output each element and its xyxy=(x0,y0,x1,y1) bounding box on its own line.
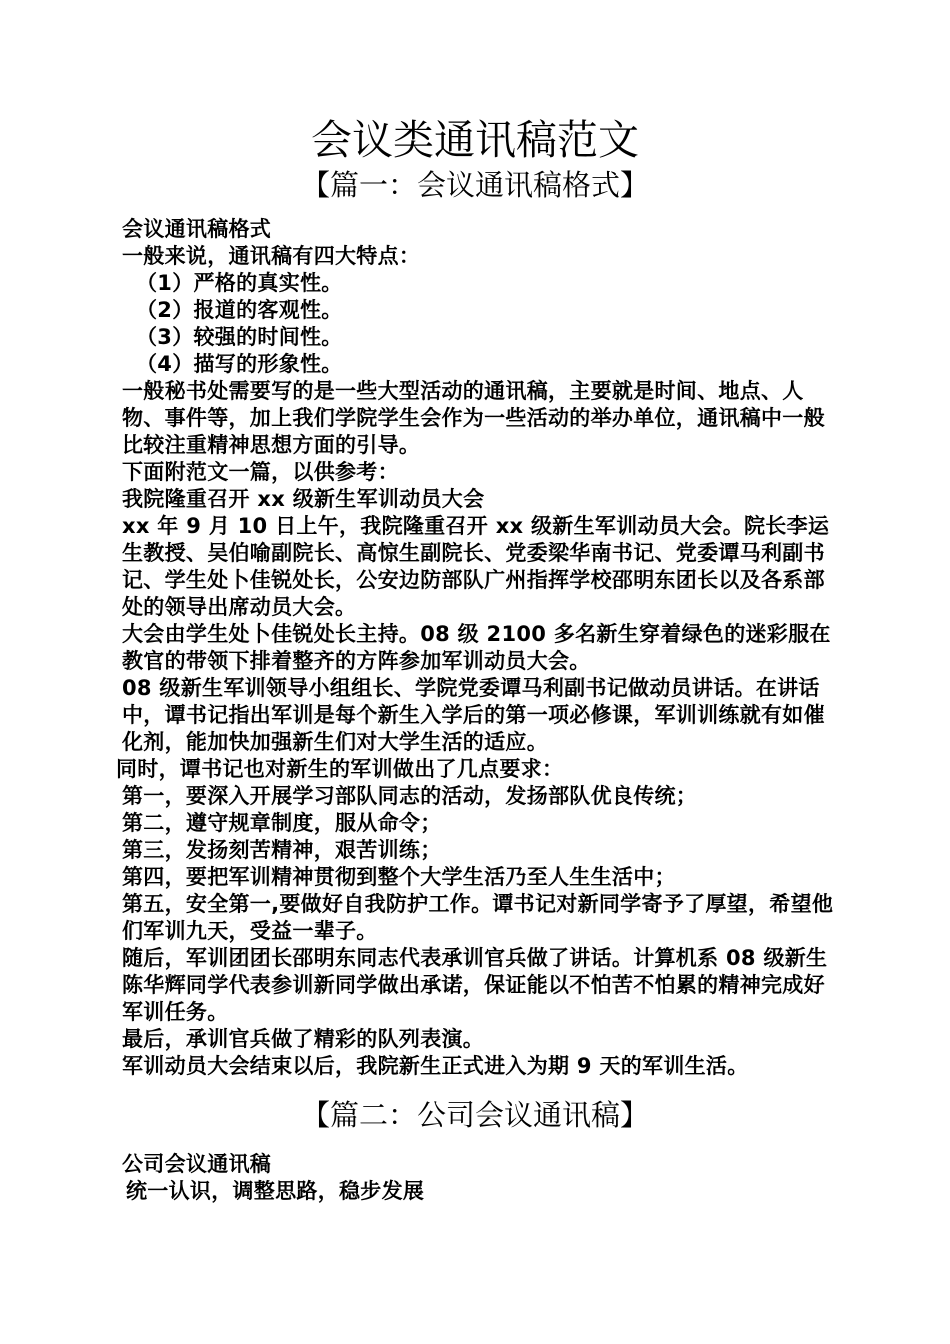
paragraph: 大会由学生处卜佳锐处长主持。08 级 2100 多名新生穿着绿色的迷彩服在教官的带领下排着整齐的方阵参加军训动员大会。 xyxy=(122,622,831,673)
list-item: （1）严格的真实性。 xyxy=(136,271,343,295)
paragraph: 一般来说，通讯稿有四大特点： xyxy=(122,244,421,268)
paragraph: 下面附范文一篇，以供参考： xyxy=(122,460,399,484)
paragraph: 公司会议通讯稿 xyxy=(122,1152,272,1176)
list-item: （2）报道的客观性。 xyxy=(136,298,343,322)
section-body-2 xyxy=(116,1151,838,1205)
paragraph: 我院隆重召开 xx 级新生军训动员大会 xyxy=(122,487,485,511)
paragraph: 统一认识，调整思路，稳步发展 xyxy=(126,1179,425,1203)
list-item: 第五，安全第一,要做好自我防护工作。谭书记对新同学寄予了厚望，希望他们军训九天，受益一辈子。 xyxy=(122,892,834,943)
document-title: 会议类通讯稿范文 xyxy=(311,116,639,164)
paragraph: 会议通讯稿格式 xyxy=(122,217,272,241)
list-item: 第二，遵守规章制度，服从命令； xyxy=(122,811,442,835)
paragraph: 一般秘书处需要写的是一些大型活动的通讯稿，主要就是时间、地点、人物、事件等，加上我们学院学生会作为一些活动的举办单位，通讯稿中一般比较注重精神思想方面的引导。 xyxy=(122,379,825,457)
section-heading-1: 【篇一：会议通讯稿格式】 xyxy=(300,168,649,202)
list-item: 第三，发扬刻苦精神，艰苦训练； xyxy=(122,838,442,862)
list-item: （3）较强的时间性。 xyxy=(136,325,343,349)
paragraph: 同时，谭书记也对新生的军训做出了几点要求： xyxy=(116,757,564,781)
paragraph: 08 级新生军训领导小组组长、学院党委谭马利副书记做动员讲话。在讲话中，谭书记指出军训是每个新生入学后的第一项必修课，军训训练就有如催化剂，能加快加强新生们对大学生活的适应。 xyxy=(122,676,825,754)
paragraph: 军训动员大会结束以后，我院新生正式进入为期 9 天的军训生活。 xyxy=(122,1054,749,1078)
paragraph: 最后，承训官兵做了精彩的队列表演。 xyxy=(122,1027,485,1051)
list-item: （4）描写的形象性。 xyxy=(136,352,343,376)
section-body-1 xyxy=(116,216,838,1080)
paragraph: xx 年 9 月 10 日上午，我院隆重召开 xx 级新生军训动员大会。院长李运生教授、吴伯喻副院长、高惊生副院长、党委梁华南书记、党委谭马利副书记、学生处卜佳锐处长，公安边防部队广州指挥学校邵明东团长以及各系部处的领导出席动员大会。 xyxy=(122,514,830,619)
paragraph: 随后，军训团团长邵明东同志代表承训官兵做了讲话。计算机系 08 级新生陈华辉同学代表参训新同学做出承诺，保证能以不怕苦不怕累的精神完成好军训任务。 xyxy=(122,946,828,1024)
list-item: 第四，要把军训精神贯彻到整个大学生活乃至人生生活中； xyxy=(122,865,676,889)
list-item: 第一，要深入开展学习部队同志的活动，发扬部队优良传统； xyxy=(122,784,698,808)
section-heading-2: 【篇二：公司会议通讯稿】 xyxy=(300,1098,649,1132)
